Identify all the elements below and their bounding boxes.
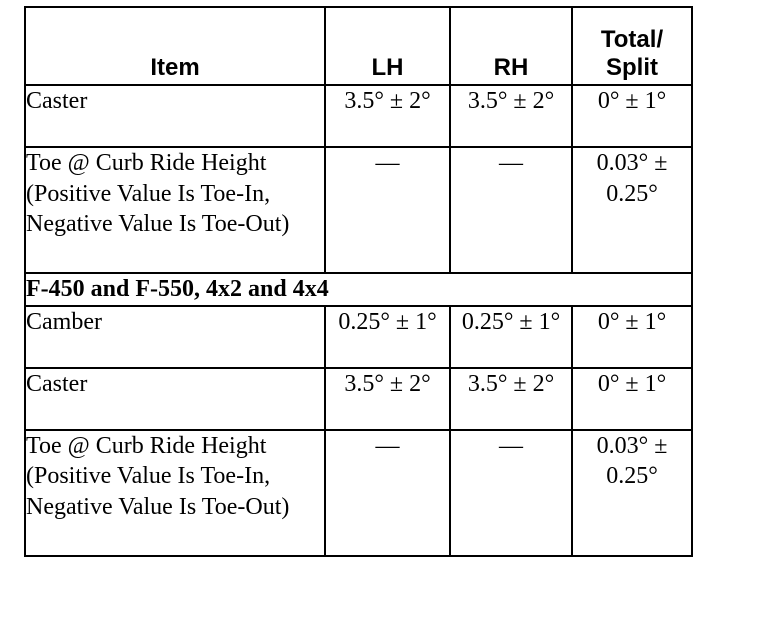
header-total-line2: Split xyxy=(606,54,658,81)
row-lh: 0.25° ± 1° xyxy=(325,306,450,368)
row-lh: — xyxy=(325,147,450,273)
row-item: Caster xyxy=(25,368,325,430)
row-total: 0.03° ± 0.25° xyxy=(572,430,692,556)
header-lh: LH xyxy=(325,7,450,85)
table-row xyxy=(25,306,692,368)
row-lh: 3.5° ± 2° xyxy=(325,368,450,430)
row-rh: 0.25° ± 1° xyxy=(450,306,572,368)
header-total-line1: Total/ xyxy=(600,26,664,53)
row-item: Caster xyxy=(25,85,325,147)
table-row xyxy=(25,147,692,273)
alignment-spec-table xyxy=(24,6,693,557)
row-total: 0° ± 1° xyxy=(572,368,692,430)
row-total: 0° ± 1° xyxy=(572,85,692,147)
row-total: 0.03° ± 0.25° xyxy=(572,147,692,273)
row-total: 0° ± 1° xyxy=(572,306,692,368)
header-total-split xyxy=(572,7,692,85)
row-item: Camber xyxy=(25,306,325,368)
row-item: Toe @ Curb Ride Height (Positive Value Is Toe-In, Negative Value Is Toe-Out) xyxy=(25,430,325,556)
header-item: Item xyxy=(25,7,325,85)
table-row xyxy=(25,85,692,147)
row-lh: 3.5° ± 2° xyxy=(325,85,450,147)
row-lh: — xyxy=(325,430,450,556)
row-item: Toe @ Curb Ride Height (Positive Value Is Toe-In, Negative Value Is Toe-Out) xyxy=(25,147,325,273)
header-row xyxy=(25,7,692,85)
section-row xyxy=(25,273,692,306)
header-rh: RH xyxy=(450,7,572,85)
table-row xyxy=(25,368,692,430)
row-rh: 3.5° ± 2° xyxy=(450,85,572,147)
row-rh: 3.5° ± 2° xyxy=(450,368,572,430)
row-rh: — xyxy=(450,430,572,556)
row-rh: — xyxy=(450,147,572,273)
table-row xyxy=(25,430,692,556)
section-heading: F-450 and F-550, 4x2 and 4x4 xyxy=(25,273,692,306)
